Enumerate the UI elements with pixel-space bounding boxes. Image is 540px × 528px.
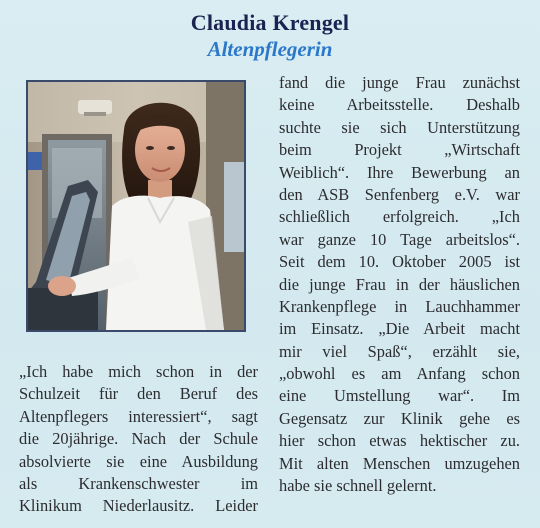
text-line: Seit dem 10. Oktober 2005 ist xyxy=(279,252,520,272)
text-line: schließlich erfolgreich. „Ich xyxy=(279,207,520,227)
text-line: den ASB Senfenberg e.V. war xyxy=(279,184,520,204)
article-column-right xyxy=(279,72,520,497)
portrait-photo xyxy=(26,80,246,332)
text-line: Altenpflegers interessiert“, sagt xyxy=(19,406,258,426)
text-line: suchte sie sich Unterstützung xyxy=(279,117,520,137)
text-line: als Krankenschwester im xyxy=(19,473,258,493)
text-line: keine Arbeitsstelle. Deshalb xyxy=(279,95,520,115)
text-line: die 20jährige. Nach der Schule xyxy=(19,429,258,449)
article-subtitle: Altenpflegerin xyxy=(207,37,333,61)
text-line: Mit alten Menschen umzugehen xyxy=(279,453,520,473)
text-line: eine Umstellung war“. Im xyxy=(279,386,520,406)
text-line: mir viel Spaß“, erzählt sie, xyxy=(279,341,520,361)
text-line: Gegensatz zur Klinik gehe es xyxy=(279,408,520,428)
text-line: absolvierte sie eine Ausbildung xyxy=(19,451,258,471)
text-line: beim Projekt „Wirtschaft xyxy=(279,140,520,160)
text-line: im Einsatz. „Die Arbeit macht xyxy=(279,319,520,339)
text-line: Krankenpflege in Lauchhammer xyxy=(279,296,520,316)
text-line: war ganze 10 Tage arbeitslos“. xyxy=(279,229,520,249)
article-column-left xyxy=(19,361,258,518)
text-line: fand die junge Frau zunächst xyxy=(279,73,520,92)
article-title: Claudia Krengel xyxy=(190,10,350,35)
text-line: Schulzeit für den Beruf des xyxy=(19,384,258,404)
text-line: Weiblich“. Ihre Bewerbung an xyxy=(279,162,520,182)
text-line: „obwohl es am Anfang schon xyxy=(279,364,520,384)
text-line: Klinikum Niederlausitz. Leider xyxy=(19,496,258,516)
text-line: habe sie schnell gelernt. xyxy=(279,476,437,496)
text-line: „Ich habe mich schon in der xyxy=(19,362,258,381)
text-line: die junge Frau in der häuslichen xyxy=(279,274,520,294)
text-line: hier schon etwas hektischer zu. xyxy=(279,431,520,451)
